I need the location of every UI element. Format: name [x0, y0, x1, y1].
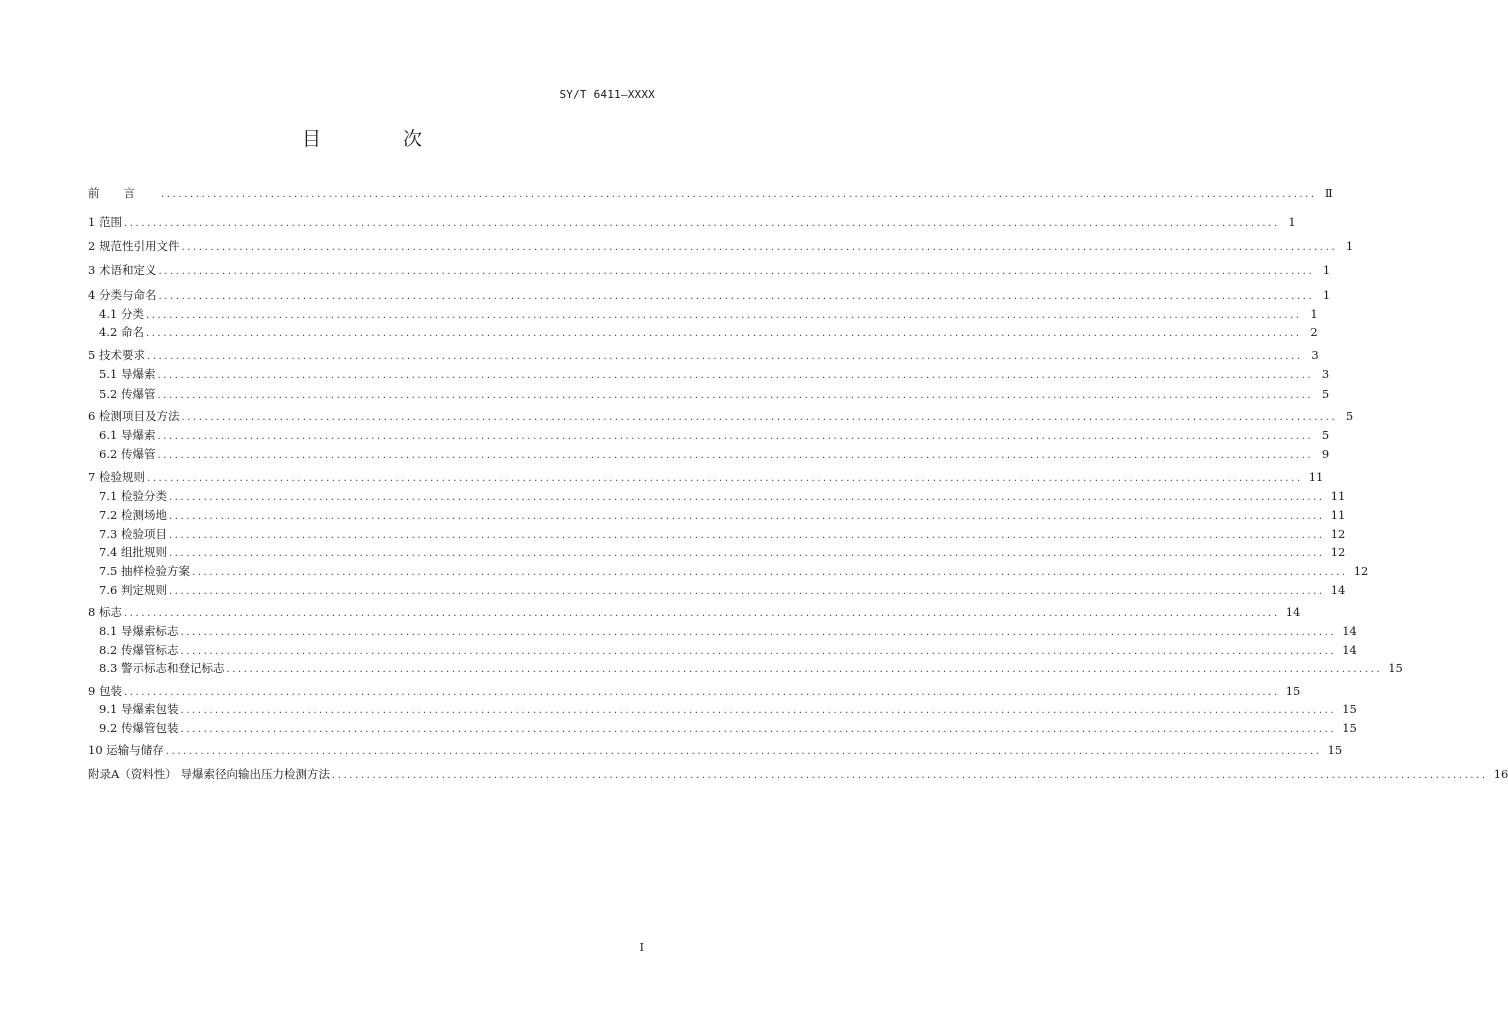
toc-entry-page: 11 [1330, 508, 1346, 522]
toc-dot-leader: ........................................................................................................................................................................................................ [191, 567, 1348, 578]
toc-dot-leader: ........................................................................................................................................................................................................ [168, 492, 1325, 503]
toc-entry-page: 5 [1321, 428, 1330, 442]
toc-dot-leader: ........................................................................................................................................................................................................ [146, 351, 1303, 362]
toc-entry[interactable] [99, 385, 1330, 403]
toc-entry[interactable] [88, 261, 1331, 279]
toc-entry-page: 12 [1330, 545, 1346, 559]
toc-entry-label: 1 范围 [88, 215, 122, 229]
toc-dot-leader: ........................................................................................................................................................................................................ [146, 473, 1303, 484]
toc-entry[interactable] [99, 445, 1330, 463]
toc-entry-page: 15 [1388, 661, 1403, 675]
toc-entry[interactable] [99, 525, 1346, 543]
toc-dot-leader: ........................................................................................................................................................................................................ [145, 328, 1302, 339]
toc-entry[interactable] [88, 741, 1343, 759]
toc-dot-leader: ........................................................................................................................................................................................................ [123, 608, 1280, 619]
toc-entry[interactable] [99, 543, 1346, 561]
toc-entry-page: 5 [1321, 387, 1330, 401]
toc-dot-leader: ........................................................................................................................................................................................................ [180, 627, 1337, 638]
toc-entry-page: 2 [1310, 325, 1318, 339]
toc-entry[interactable] [99, 562, 1369, 580]
toc-entry[interactable] [88, 765, 1508, 783]
page-title: 目 次 [301, 128, 461, 150]
toc-entry[interactable] [88, 213, 1296, 231]
toc-entry-label: 7.6 判定规则 [99, 583, 167, 597]
toc-entry-page: 14 [1330, 583, 1346, 597]
toc-dot-leader: ........................................................................................................................................................................................................ [157, 370, 1314, 381]
toc-dot-leader: ........................................................................................................................................................................................................ [168, 511, 1325, 522]
toc-entry-page: 15 [1285, 684, 1301, 698]
toc-entry-label: 附录A（资料性） 导爆索径向输出压力检测方法 [88, 767, 330, 781]
toc-entry-page: 5 [1345, 409, 1354, 423]
toc-dot-leader: ........................................................................................................................................................................................................ [180, 705, 1337, 716]
document-code: SY/T 6411—XXXX [559, 88, 655, 101]
toc-entry-label: 6.2 传爆管 [99, 447, 156, 461]
toc-entry-label: 5.2 传爆管 [99, 387, 156, 401]
toc-entry[interactable] [99, 365, 1330, 383]
toc-entry-page: 12 [1330, 527, 1346, 541]
toc-entry[interactable] [88, 346, 1319, 364]
toc-entry-page: 14 [1342, 624, 1357, 638]
toc-entry-label: 6 检测项目及方法 [88, 409, 180, 423]
toc-entry[interactable] [88, 682, 1301, 700]
toc-entry[interactable] [99, 659, 1403, 677]
toc-dot-leader: ........................................................................................................................................................................................................ [157, 450, 1314, 461]
toc-entry-label: 5.1 导爆索 [99, 367, 156, 381]
toc-entry-label: 2 规范性引用文件 [88, 239, 180, 253]
toc-entry-label: 8.3 警示标志和登记标志 [99, 661, 225, 675]
toc-entry-page: 1 [1322, 288, 1331, 302]
toc-dot-leader: ........................................................................................................................................................................................................ [168, 530, 1325, 541]
toc-entry-label: 9.1 导爆索包装 [99, 702, 179, 716]
toc-entry-label: 7.1 检验分类 [99, 489, 167, 503]
toc-entry-label: 前言 [88, 186, 159, 200]
toc-entry-label: 10 运输与储存 [88, 743, 164, 757]
toc-dot-leader: ........................................................................................................................................................................................................ [168, 586, 1325, 597]
toc-entry[interactable] [99, 323, 1318, 341]
toc-dot-leader: ........................................................................................................................................................................................................ [181, 242, 1338, 253]
toc-entry-label: 7.2 检测场地 [99, 508, 167, 522]
toc-entry[interactable] [99, 506, 1346, 524]
toc-entry[interactable] [99, 641, 1357, 659]
toc-entry-label: 8 标志 [88, 605, 122, 619]
page-number: I [639, 941, 644, 954]
toc-entry[interactable] [99, 719, 1357, 737]
toc-dot-leader: ........................................................................................................................................................................................................ [157, 431, 1314, 442]
toc-entry-page: Ⅱ [1324, 186, 1333, 200]
toc-entry-page: 1 [1345, 239, 1354, 253]
toc-entry-page: 15 [1342, 721, 1357, 735]
toc-entry-page: 15 [1327, 743, 1343, 757]
toc-dot-leader: ........................................................................................................................................................................................................ [180, 724, 1337, 735]
toc-entry-page: 11 [1308, 470, 1324, 484]
toc-entry[interactable] [99, 700, 1357, 718]
toc-dot-leader: ........................................................................................................................................................................................................ [145, 310, 1302, 321]
toc-entry-page: 14 [1285, 605, 1301, 619]
toc-entry-label: 5 技术要求 [88, 348, 145, 362]
toc-entry-label: 9.2 传爆管包装 [99, 721, 179, 735]
toc-entry[interactable] [99, 426, 1330, 444]
toc-entry-label: 4 分类与命名 [88, 288, 157, 302]
toc-entry-page: 9 [1321, 447, 1330, 461]
toc-dot-leader: ........................................................................................................................................................................................................ [123, 687, 1280, 698]
toc-entry-page: 3 [1321, 367, 1330, 381]
toc-entry[interactable] [88, 237, 1354, 255]
toc-entry-page: 11 [1330, 489, 1346, 503]
toc-entry-page: 1 [1288, 215, 1296, 229]
toc-dot-leader: ........................................................................................................................................................................................................ [165, 746, 1322, 757]
toc-dot-leader: ........................................................................................................................................................................................................ [331, 770, 1488, 781]
toc-entry[interactable] [88, 286, 1331, 304]
toc-dot-leader: ........................................................................................................................................................................................................ [226, 664, 1383, 675]
toc-entry-label: 4.1 分类 [99, 307, 144, 321]
toc-entry-label: 7.5 抽样检验方案 [99, 564, 190, 578]
toc-dot-leader: ........................................................................................................................................................................................................ [181, 412, 1338, 423]
toc-dot-leader: ........................................................................................................................................................................................................ [157, 390, 1314, 401]
toc-entry-label: 9 包装 [88, 684, 122, 698]
toc-entry[interactable] [88, 407, 1354, 425]
toc-dot-leader: ........................................................................................................................................................................................................ [180, 646, 1337, 657]
toc-entry-label: 3 术语和定义 [88, 263, 157, 277]
toc-entry[interactable] [88, 184, 1333, 202]
toc-entry[interactable] [88, 603, 1301, 621]
toc-entry-label: 7.4 组批规则 [99, 545, 167, 559]
toc-dot-leader: ........................................................................................................................................................................................................ [161, 189, 1317, 200]
toc-entry-label: 4.2 命名 [99, 325, 144, 339]
toc-entry-label: 7.3 检验项目 [99, 527, 167, 541]
toc-entry-page: 16 [1493, 767, 1508, 781]
toc-dot-leader: ........................................................................................................................................................................................................ [158, 266, 1315, 277]
toc-entry-page: 14 [1342, 643, 1357, 657]
toc-dot-leader: ........................................................................................................................................................................................................ [123, 218, 1280, 229]
toc-entry[interactable] [99, 581, 1346, 599]
toc-entry-page: 15 [1342, 702, 1357, 716]
toc-entry-page: 12 [1353, 564, 1369, 578]
toc-entry-label: 7 检验规则 [88, 470, 145, 484]
toc-dot-leader: ........................................................................................................................................................................................................ [158, 291, 1315, 302]
toc-entry-page: 3 [1311, 348, 1319, 362]
toc-entry-label: 8.1 导爆索标志 [99, 624, 179, 638]
toc-entry[interactable] [99, 305, 1318, 323]
toc-entry-label: 8.2 传爆管标志 [99, 643, 179, 657]
toc-entry[interactable] [99, 622, 1357, 640]
toc-entry[interactable] [88, 468, 1324, 486]
toc-entry-page: 1 [1322, 263, 1331, 277]
toc-dot-leader: ........................................................................................................................................................................................................ [168, 548, 1325, 559]
toc-entry-label: 6.1 导爆索 [99, 428, 156, 442]
toc-entry[interactable] [99, 487, 1346, 505]
toc-entry-page: 1 [1310, 307, 1318, 321]
